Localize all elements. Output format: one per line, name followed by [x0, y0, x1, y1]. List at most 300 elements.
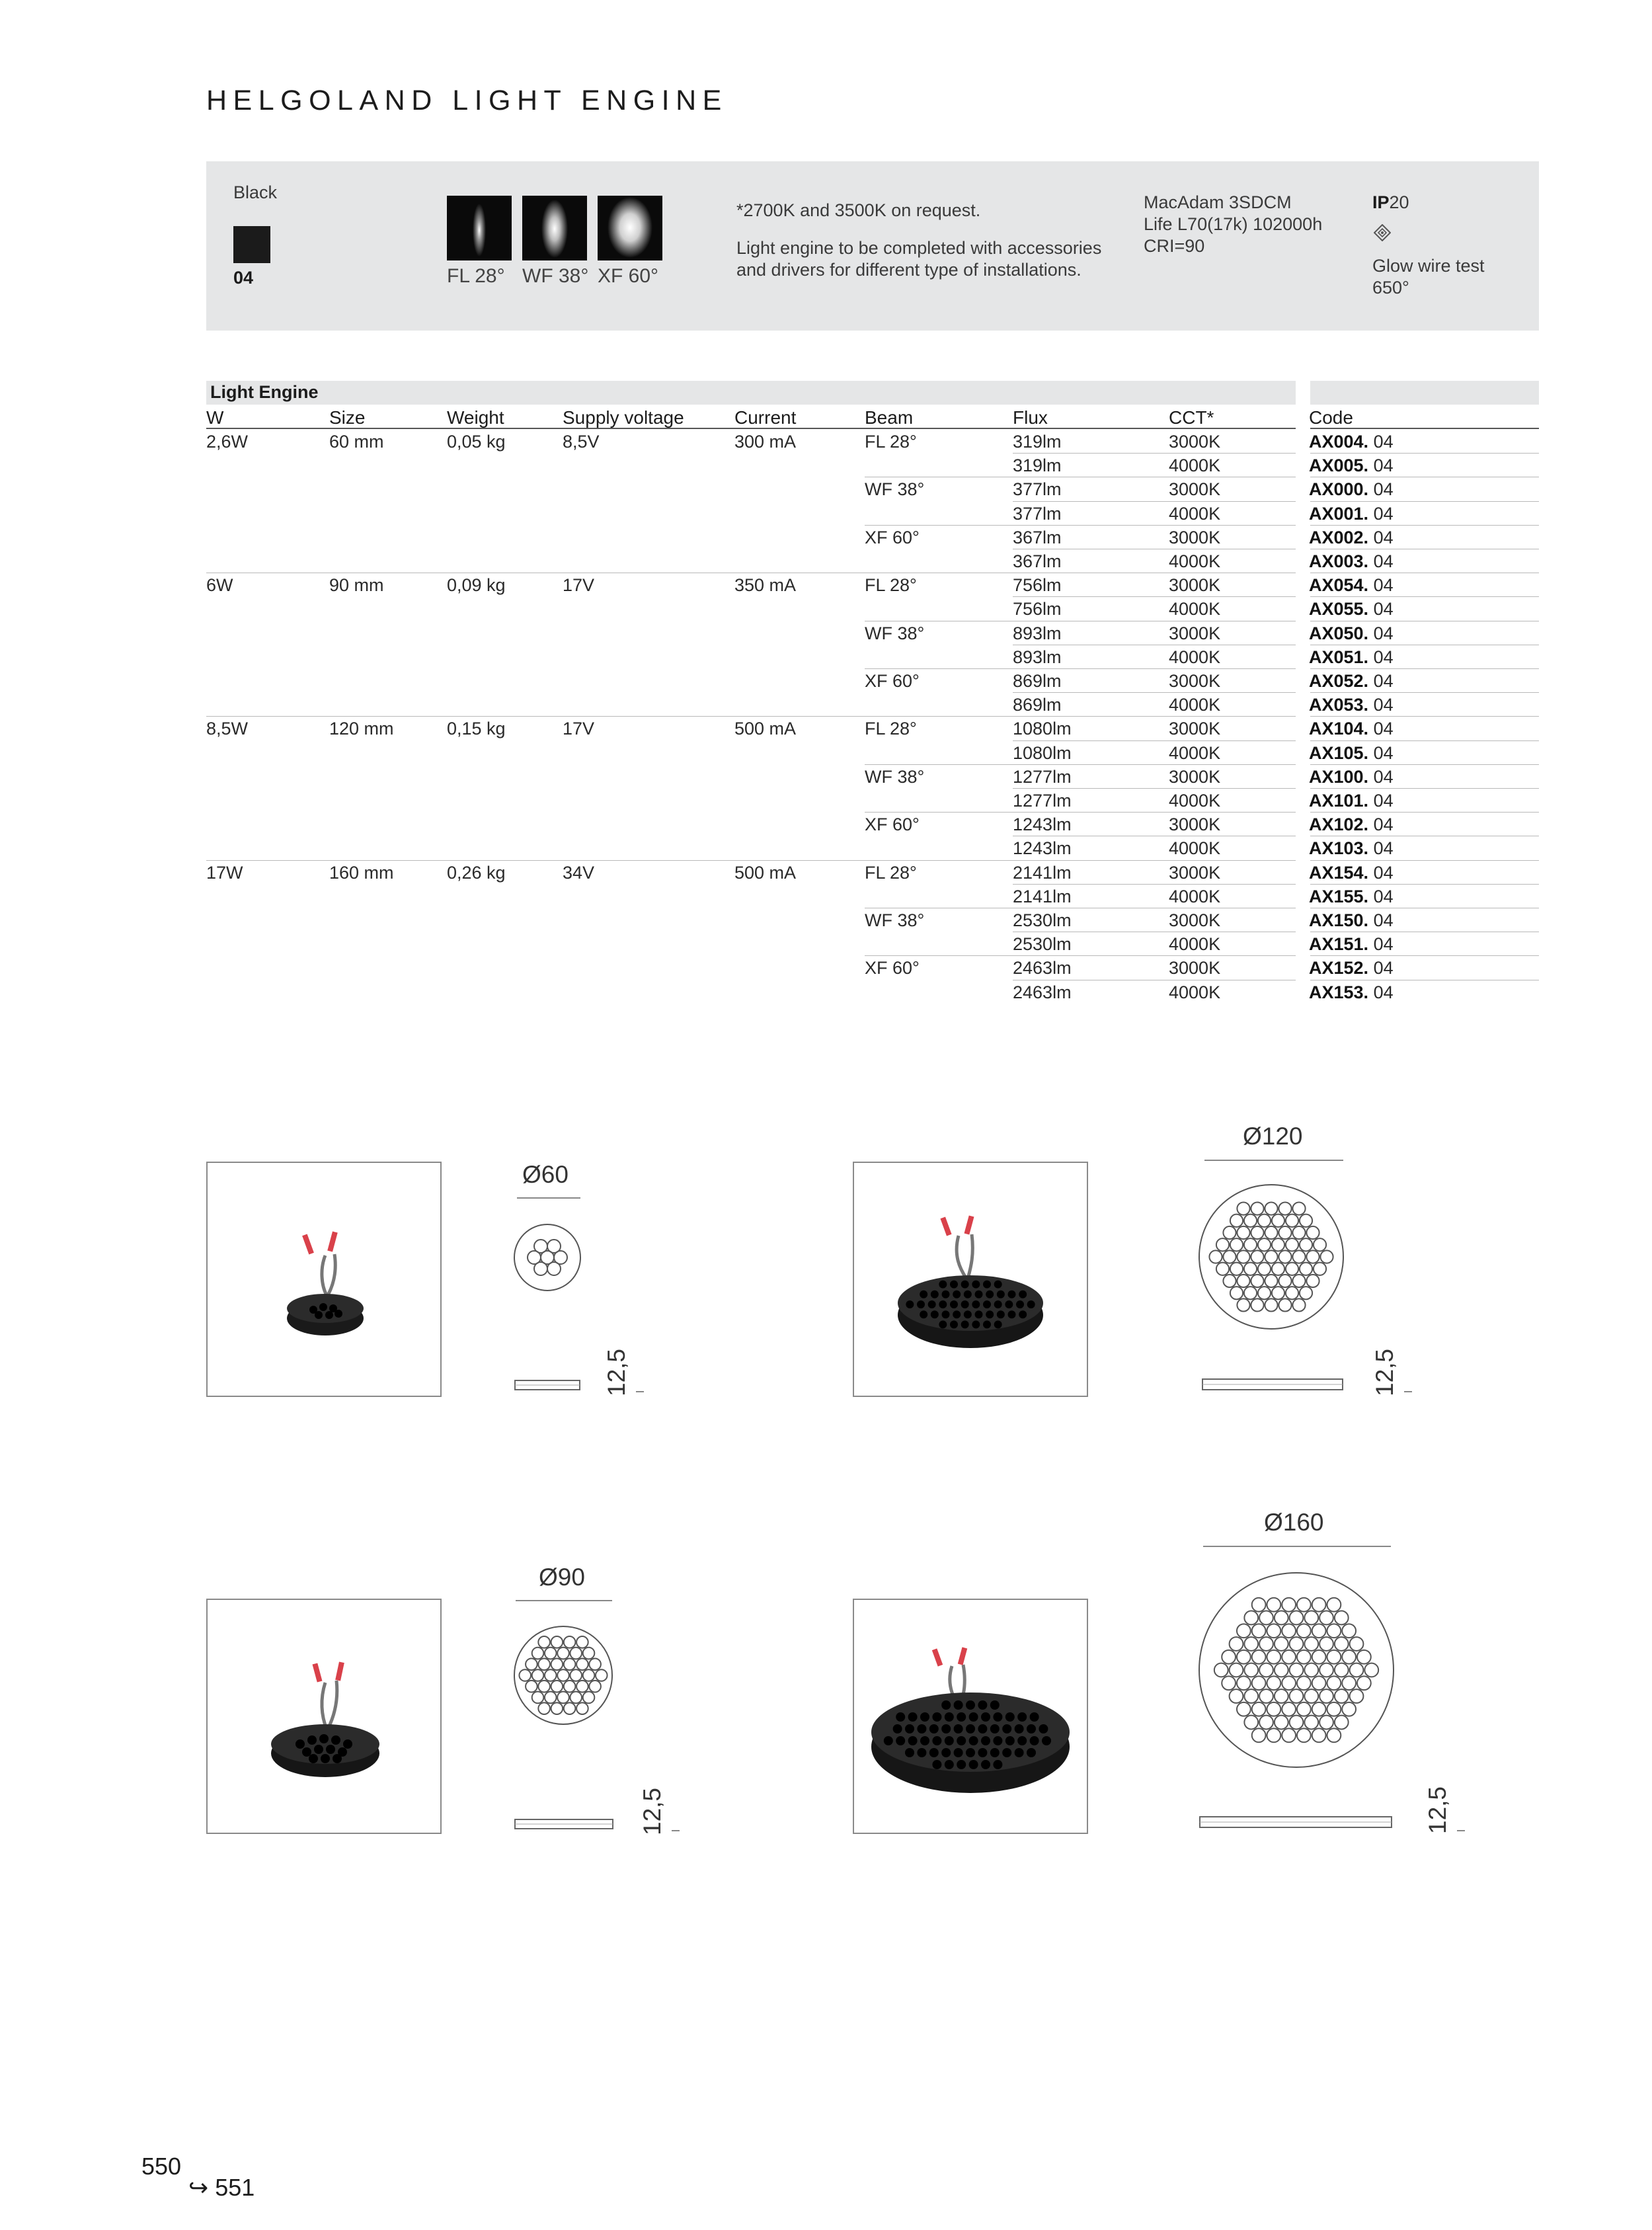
ip-value: 20: [1389, 192, 1409, 212]
cell-cct: 4000K: [1169, 503, 1221, 524]
beam-divider: [865, 668, 1296, 669]
cell-flux: 893lm: [1013, 623, 1062, 643]
cell-cct: 3000K: [1169, 719, 1221, 739]
cell-flux: 893lm: [1013, 647, 1062, 667]
cell-cct: 3000K: [1169, 862, 1221, 883]
lens-hole: [939, 1281, 947, 1289]
lens-hole: [954, 1748, 963, 1757]
lens-hole: [1005, 1736, 1015, 1745]
lens-hole: [993, 1736, 1002, 1745]
cell-flux: 377lm: [1013, 479, 1062, 500]
cell-current: 350 mA: [734, 575, 797, 596]
code-suffix: 04: [1373, 862, 1394, 883]
code-main: AX150.: [1309, 910, 1369, 930]
code-suffix: 04: [1373, 432, 1394, 452]
cell-code: [1309, 645, 1394, 669]
cell-beam: XF 60°: [865, 815, 920, 835]
cell-beam: XF 60°: [865, 958, 920, 978]
lens-hole: [939, 1300, 947, 1308]
height-tick-90: [672, 1830, 680, 1831]
code-suffix: 04: [1373, 551, 1394, 571]
beam-xf-image: [598, 196, 662, 260]
code-suffix: 04: [1373, 719, 1394, 739]
cell-beam: WF 38°: [865, 623, 925, 643]
lens-hole: [893, 1724, 902, 1733]
lens-hole: [1042, 1736, 1051, 1745]
lens-hole: [966, 1724, 975, 1733]
code-main: AX102.: [1309, 815, 1369, 835]
beam-divider: [865, 955, 1296, 956]
cell-beam: WF 38°: [865, 766, 925, 787]
height-label-90: 12,5: [639, 1787, 666, 1835]
cell-code: [1309, 908, 1394, 932]
code-main: AX003.: [1309, 551, 1369, 571]
lens-hole: [905, 1748, 914, 1757]
lens-hole: [975, 1310, 983, 1318]
product-photo-160: [853, 1599, 1088, 1834]
cell-beam: WF 38°: [865, 910, 925, 930]
code-suffix: 04: [1373, 910, 1394, 930]
lens-hole: [932, 1712, 941, 1722]
cell-beam: XF 60°: [865, 527, 920, 547]
height-tick-60: [636, 1391, 644, 1392]
diameter-line-160: [1203, 1546, 1391, 1547]
product-photo-120: [853, 1162, 1088, 1397]
ip-rating: [1372, 192, 1409, 214]
cell-cct: 3000K: [1169, 623, 1221, 643]
lens-hole: [1005, 1300, 1013, 1308]
cell-cct: 3000K: [1169, 815, 1221, 835]
cell-flux: 367lm: [1013, 551, 1062, 571]
lens-hole: [896, 1736, 905, 1745]
lens-hole: [1019, 1310, 1027, 1318]
code-main: AX052.: [1309, 671, 1369, 691]
lens-hole: [969, 1736, 978, 1745]
lens-hole: [906, 1300, 914, 1308]
cell-current: 500 mA: [734, 719, 797, 739]
lens-hole: [939, 1320, 947, 1328]
lens-hole: [1030, 1712, 1039, 1722]
side-view-90: [514, 1817, 613, 1835]
cell-cct: 4000K: [1169, 551, 1221, 571]
cell-code: [1309, 502, 1394, 526]
cell-flux: 756lm: [1013, 599, 1062, 619]
diameter-label-120: Ø120: [1243, 1123, 1303, 1150]
cell-weight: 0,05 kg: [447, 432, 506, 452]
cell-flux: 2141lm: [1013, 886, 1072, 906]
lens-hole: [941, 1748, 951, 1757]
lens-hole: [964, 1310, 972, 1318]
lens-hole: [884, 1736, 893, 1745]
code-suffix: 04: [1373, 742, 1394, 763]
col-header-cct: CCT*: [1169, 407, 1214, 428]
table-code-bg: [1310, 381, 1539, 405]
lens-hole: [978, 1700, 987, 1710]
lens-hole: [1027, 1748, 1036, 1757]
cell-code: [1309, 621, 1394, 645]
top-view-160: [1198, 1572, 1395, 1772]
next-page-number: 551: [215, 2174, 255, 2201]
lens-hole: [920, 1310, 927, 1318]
page-number: 550: [141, 2153, 182, 2180]
cell-flux: 2530lm: [1013, 910, 1072, 930]
lens-hole: [931, 1291, 939, 1298]
code-main: AX104.: [1309, 719, 1369, 739]
lens-hole: [972, 1300, 980, 1308]
cell-w: 2,6W: [206, 432, 249, 452]
lens-hole: [945, 1712, 954, 1722]
code-main: AX055.: [1309, 599, 1369, 619]
lens-hole: [1008, 1310, 1016, 1318]
lens-hole: [978, 1748, 987, 1757]
lens-hole: [950, 1320, 958, 1328]
cell-cct: 4000K: [1169, 886, 1221, 906]
page-title: HELGOLAND LIGHT ENGINE: [206, 85, 728, 116]
cell-code: [1309, 597, 1394, 621]
beam-fl-image: [447, 196, 512, 260]
lens-hole: [1002, 1724, 1011, 1733]
cell-cct: 4000K: [1169, 695, 1221, 715]
cell-cct: 3000K: [1169, 432, 1221, 452]
code-main: AX002.: [1309, 527, 1369, 547]
cell-weight: 0,26 kg: [447, 862, 506, 883]
lens-hole: [964, 1291, 972, 1298]
cell-code: [1309, 454, 1394, 477]
lens-hole: [954, 1700, 963, 1710]
diameter-line-60: [517, 1197, 580, 1199]
lens-hole: [917, 1300, 925, 1308]
lens-hole: [994, 1281, 1002, 1289]
lens-hole: [983, 1300, 991, 1308]
lens-hole: [957, 1760, 966, 1769]
lens-hole: [1015, 1724, 1024, 1733]
glow-wire-test: Glow wire test 650°: [1372, 256, 1485, 298]
cell-cct: 3000K: [1169, 910, 1221, 930]
code-suffix: 04: [1373, 527, 1394, 547]
lens-hole: [961, 1320, 969, 1328]
side-view-60: [514, 1378, 580, 1396]
code-suffix: 04: [1373, 838, 1394, 859]
lens-hole: [981, 1760, 990, 1769]
cell-cct: 3000K: [1169, 958, 1221, 978]
lens-hole: [954, 1724, 963, 1733]
cell-cct: 4000K: [1169, 934, 1221, 955]
finish-swatch: [233, 226, 270, 263]
lens-hole: [994, 1300, 1002, 1308]
cell-cct: 4000K: [1169, 982, 1221, 1002]
diameter-label-160: Ø160: [1264, 1509, 1324, 1536]
beam-divider: [865, 764, 1296, 765]
code-suffix: 04: [1373, 934, 1394, 955]
code-suffix: 04: [1373, 479, 1394, 500]
code-main: AX151.: [1309, 934, 1369, 955]
cell-code: [1309, 932, 1394, 956]
code-main: AX000.: [1309, 479, 1369, 500]
lens-hole: [994, 1320, 1002, 1328]
code-suffix: 04: [1373, 815, 1394, 835]
spec-macadam: MacAdam 3SDCM: [1144, 192, 1292, 212]
code-main: AX101.: [1309, 791, 1369, 811]
code-suffix: 04: [1373, 647, 1394, 667]
diameter-line-90: [516, 1600, 612, 1601]
lens-hole: [1017, 1712, 1027, 1722]
cell-weight: 0,15 kg: [447, 719, 506, 739]
lens-hole: [1017, 1736, 1027, 1745]
lens-hole: [931, 1310, 939, 1318]
lens-hole: [997, 1291, 1005, 1298]
lens-hole: [896, 1712, 905, 1722]
code-suffix: 04: [1373, 599, 1394, 619]
cell-flux: 1080lm: [1013, 742, 1072, 763]
lens-hole: [942, 1291, 950, 1298]
height-tick-160: [1457, 1830, 1465, 1831]
cell-flux: 1080lm: [1013, 719, 1072, 739]
code-main: AX152.: [1309, 958, 1369, 978]
code-main: AX154.: [1309, 862, 1369, 883]
lens-hole: [945, 1736, 954, 1745]
code-suffix: 04: [1373, 958, 1394, 978]
height-label-60: 12,5: [603, 1348, 630, 1396]
lens-hole: [908, 1712, 918, 1722]
code-main: AX004.: [1309, 432, 1369, 452]
lens-hole: [986, 1310, 994, 1318]
spec-life: Life L70(17k) 102000h: [1144, 214, 1323, 234]
finish-code: 04: [233, 268, 254, 288]
code-main: AX050.: [1309, 623, 1369, 643]
cell-flux: 2463lm: [1013, 982, 1072, 1002]
diameter-label-90: Ø90: [539, 1564, 585, 1591]
product-photo-60: [206, 1162, 442, 1397]
lens-hole: [1015, 1748, 1024, 1757]
height-label-120: 12,5: [1371, 1348, 1398, 1396]
lens-hole: [950, 1281, 958, 1289]
lens-hole: [941, 1700, 951, 1710]
cell-beam: WF 38°: [865, 479, 925, 500]
cell-beam: XF 60°: [865, 671, 920, 691]
top-view-60: [513, 1223, 582, 1295]
code-suffix: 04: [1373, 456, 1394, 476]
spec-band: [206, 161, 1539, 331]
code-main: AX054.: [1309, 575, 1369, 596]
lens-hole: [920, 1291, 927, 1298]
cell-code: [1309, 741, 1394, 765]
cell-cct: 4000K: [1169, 599, 1221, 619]
lens-hole: [1027, 1724, 1036, 1733]
col-header-flux: Flux: [1013, 407, 1048, 428]
lens-hole: [969, 1760, 978, 1769]
outline: [1199, 1185, 1343, 1329]
cell-size: 90 mm: [329, 575, 384, 596]
code-suffix: 04: [1373, 575, 1394, 596]
beam-divider: [865, 525, 1296, 526]
code-suffix: 04: [1373, 982, 1394, 1002]
lens-hole: [961, 1300, 969, 1308]
code-main: AX053.: [1309, 695, 1369, 715]
cell-current: 300 mA: [734, 432, 797, 452]
cell-flux: 2141lm: [1013, 862, 1072, 883]
cell-voltage: 17V: [563, 575, 595, 596]
lens-hole: [993, 1712, 1002, 1722]
lens-hole: [945, 1760, 954, 1769]
cell-flux: 756lm: [1013, 575, 1062, 596]
lens-hole: [978, 1724, 987, 1733]
lens-hole: [917, 1748, 926, 1757]
cell-flux: 869lm: [1013, 671, 1062, 691]
code-main: AX153.: [1309, 982, 1369, 1002]
lens-hole: [1039, 1724, 1048, 1733]
diameter-label-60: Ø60: [522, 1161, 569, 1188]
code-main: AX103.: [1309, 838, 1369, 859]
cell-code: [1309, 717, 1394, 740]
lens-hole: [975, 1291, 983, 1298]
cell-code: [1309, 526, 1394, 549]
note-accessories: Light engine to be completed with accessories and drivers for different type of installations.: [736, 238, 1102, 280]
note-request: *2700K and 3500K on request.: [736, 200, 981, 220]
col-header-weight: Weight: [447, 407, 504, 428]
cell-code: [1309, 956, 1394, 980]
header-divider-code: [1310, 428, 1539, 429]
cell-code: [1309, 861, 1394, 885]
cell-w: 17W: [206, 862, 243, 883]
cell-cct: 4000K: [1169, 791, 1221, 811]
cell-beam: FL 28°: [865, 862, 917, 883]
code-suffix: 04: [1373, 671, 1394, 691]
cell-weight: 0,09 kg: [447, 575, 506, 596]
lens-hole: [920, 1712, 929, 1722]
table-section-label: Light Engine: [210, 382, 319, 402]
diameter-line-120: [1204, 1160, 1343, 1161]
lens-hole: [993, 1760, 1002, 1769]
lens-hole: [920, 1736, 929, 1745]
cell-beam: FL 28°: [865, 432, 917, 452]
lens-hole: [1016, 1300, 1024, 1308]
lens-hole: [990, 1748, 1000, 1757]
lens-hole: [1005, 1712, 1015, 1722]
cell-voltage: 34V: [563, 862, 595, 883]
code-suffix: 04: [1373, 886, 1394, 906]
col-header-size: Size: [329, 407, 366, 428]
cell-beam: FL 28°: [865, 575, 917, 596]
lens-hole: [950, 1300, 958, 1308]
lens-hole: [966, 1700, 975, 1710]
cell-cct: 4000K: [1169, 647, 1221, 667]
cell-size: 60 mm: [329, 432, 384, 452]
col-header-current: Current: [734, 407, 797, 428]
cell-code: [1309, 693, 1394, 717]
cell-code: [1309, 430, 1394, 454]
lens-hole: [928, 1300, 936, 1308]
lens-hole: [1008, 1291, 1016, 1298]
cell-flux: 367lm: [1013, 527, 1062, 547]
lens-hole: [932, 1760, 941, 1769]
lens-hole: [969, 1712, 978, 1722]
code-main: AX155.: [1309, 886, 1369, 906]
cell-size: 160 mm: [329, 862, 394, 883]
lens-hole: [972, 1320, 980, 1328]
lens-hole: [983, 1320, 991, 1328]
glow-wire-icon: [1374, 224, 1391, 241]
cell-flux: 1277lm: [1013, 791, 1072, 811]
code-suffix: 04: [1373, 766, 1394, 787]
lens-hole: [932, 1736, 941, 1745]
cell-flux: 319lm: [1013, 432, 1062, 452]
cell-flux: 869lm: [1013, 695, 1062, 715]
beam-fl-label: FL 28°: [447, 265, 505, 287]
code-main: AX105.: [1309, 742, 1369, 763]
ip-prefix: IP: [1372, 192, 1390, 212]
cell-code: [1309, 669, 1394, 693]
top-view-90: [513, 1625, 613, 1729]
cell-cct: 3000K: [1169, 527, 1221, 547]
finish-name: Black: [233, 182, 278, 202]
cell-code: [1309, 836, 1394, 860]
code-suffix: 04: [1373, 695, 1394, 715]
cell-flux: 1243lm: [1013, 815, 1072, 835]
lens-hole: [981, 1736, 990, 1745]
cell-cct: 4000K: [1169, 456, 1221, 476]
header-divider: [206, 428, 1296, 429]
side-view-120: [1202, 1376, 1343, 1396]
next-page-link[interactable]: [188, 2174, 255, 2202]
cell-flux: 319lm: [1013, 456, 1062, 476]
cell-flux: 377lm: [1013, 503, 1062, 524]
cell-beam: FL 28°: [865, 719, 917, 739]
lens-hole: [1019, 1291, 1027, 1298]
height-tick-120: [1404, 1391, 1412, 1392]
col-header-code: Code: [1309, 407, 1353, 428]
cell-code: [1309, 549, 1394, 573]
cell-cct: 3000K: [1169, 479, 1221, 500]
cell-voltage: 8,5V: [563, 432, 600, 452]
cell-cct: 4000K: [1169, 838, 1221, 859]
lens-hole: [990, 1700, 1000, 1710]
cell-cct: 3000K: [1169, 671, 1221, 691]
lens-hole: [957, 1736, 966, 1745]
lens-hole: [908, 1736, 918, 1745]
cell-code: [1309, 573, 1394, 597]
code-main: AX051.: [1309, 647, 1369, 667]
cell-flux: 1277lm: [1013, 766, 1072, 787]
code-main: AX100.: [1309, 766, 1369, 787]
cell-cct: 4000K: [1169, 742, 1221, 763]
lens-hole: [986, 1291, 994, 1298]
lens-hole: [961, 1281, 969, 1289]
lens-hole: [981, 1712, 990, 1722]
cell-code: [1309, 477, 1394, 501]
lens-hole: [957, 1712, 966, 1722]
side-view-160: [1199, 1814, 1392, 1833]
code-suffix: 04: [1373, 623, 1394, 643]
cell-flux: 2530lm: [1013, 934, 1072, 955]
col-header-w: W: [206, 407, 224, 428]
top-view-120: [1198, 1183, 1345, 1334]
cell-flux: 1243lm: [1013, 838, 1072, 859]
lens-hole: [1002, 1748, 1011, 1757]
cell-size: 120 mm: [329, 719, 394, 739]
lens-hole: [966, 1748, 975, 1757]
cell-w: 6W: [206, 575, 233, 596]
cell-w: 8,5W: [206, 719, 249, 739]
lens-hole: [941, 1724, 951, 1733]
lens-hole: [990, 1724, 1000, 1733]
col-header-beam: Beam: [865, 407, 914, 428]
lens-hole: [1027, 1300, 1035, 1308]
cell-code: [1309, 765, 1394, 789]
lens-hole: [929, 1724, 939, 1733]
col-header-voltage: Supply voltage: [563, 407, 684, 428]
beam-wf-image: [522, 196, 587, 260]
lens-hole: [953, 1310, 961, 1318]
